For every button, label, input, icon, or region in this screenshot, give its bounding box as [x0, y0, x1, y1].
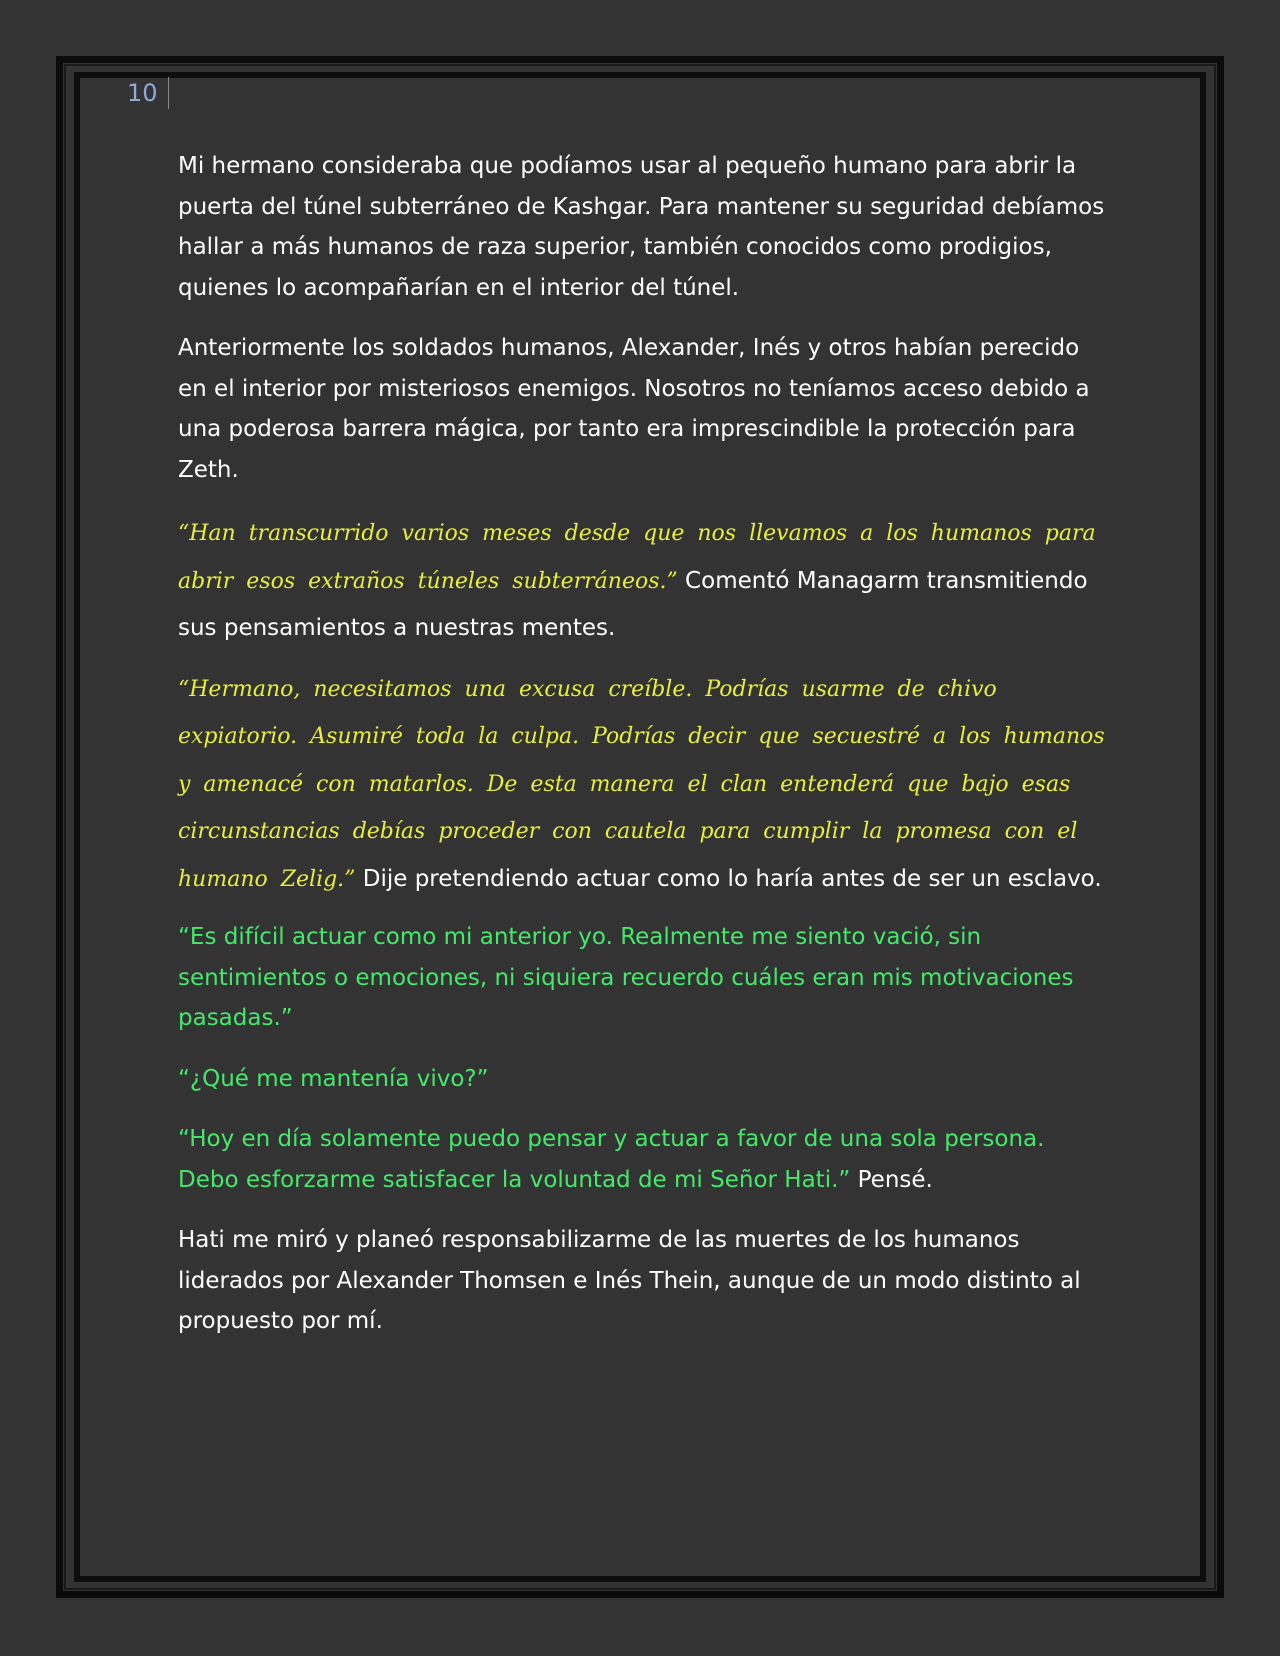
- page-number: 10: [127, 77, 169, 109]
- telepathy-text: “Hermano, necesitamos una excusa creíble. Podrías usarme de chivo expiatorio. Asumiré toda la culpa. Podrías decir que secuestré a los humanos y amenacé con matarlos. De esta manera el clan entenderá que bajo esas circunstancias debías proceder con cautela para cumplir la promesa con el humano Zelig.”: [178, 676, 1105, 892]
- paragraph: [178, 1119, 1108, 1200]
- thought-text: “Hoy en día solamente puedo pensar y actuar a favor de una sola persona. Debo esforzarme satisfacer la voluntad de mi Señor Hati.”: [178, 1126, 1045, 1193]
- paragraph: [178, 917, 1108, 1039]
- telepathy-text: “Han transcurrido varios meses desde que nos llevamos a los humanos para abrir esos extraños túneles subterráneos.”: [178, 521, 1096, 594]
- narration-text: Pensé.: [850, 1166, 933, 1193]
- narration-text: Dije pretendiendo actuar como lo haría antes de ser un esclavo.: [355, 865, 1102, 892]
- paragraph: [178, 510, 1108, 652]
- narration-text: Anteriormente los soldados humanos, Alexander, Inés y otros habían perecido en el interior por misteriosos enemigos. Nosotros no teníamos acceso debido a una poderosa barrera mágica, por tanto era imprescindible la protección para Zeth.: [178, 335, 1090, 483]
- thought-text: “Es difícil actuar como mi anterior yo. Realmente me siento vació, sin sentimientos o emociones, ni siquiera recuerdo cuáles eran mis motivaciones pasadas.”: [178, 924, 1074, 1031]
- thought-text: “¿Qué me mantenía vivo?”: [178, 1065, 489, 1092]
- narration-text: Mi hermano consideraba que podíamos usar al pequeño humano para abrir la puerta del túnel subterráneo de Kashgar. Para mantener su seguridad debíamos hallar a más humanos de raza superior, también conocidos como prodigios, quienes lo acompañarían en el interior del túnel.: [178, 153, 1105, 301]
- paragraph: [178, 1220, 1108, 1342]
- paragraph: [178, 1059, 1108, 1100]
- paragraph: [178, 146, 1108, 308]
- page-body: [178, 146, 1108, 1362]
- narration-text: Comentó Managarm transmitiendo sus pensamientos a nuestras mentes.: [178, 567, 1088, 641]
- paragraph: [178, 666, 1108, 904]
- narration-text: Hati me miró y planeó responsabilizarme de las muertes de los humanos liderados por Alexander Thomsen e Inés Thein, aunque de un modo distinto al propuesto por mí.: [178, 1227, 1081, 1334]
- paragraph: [178, 328, 1108, 490]
